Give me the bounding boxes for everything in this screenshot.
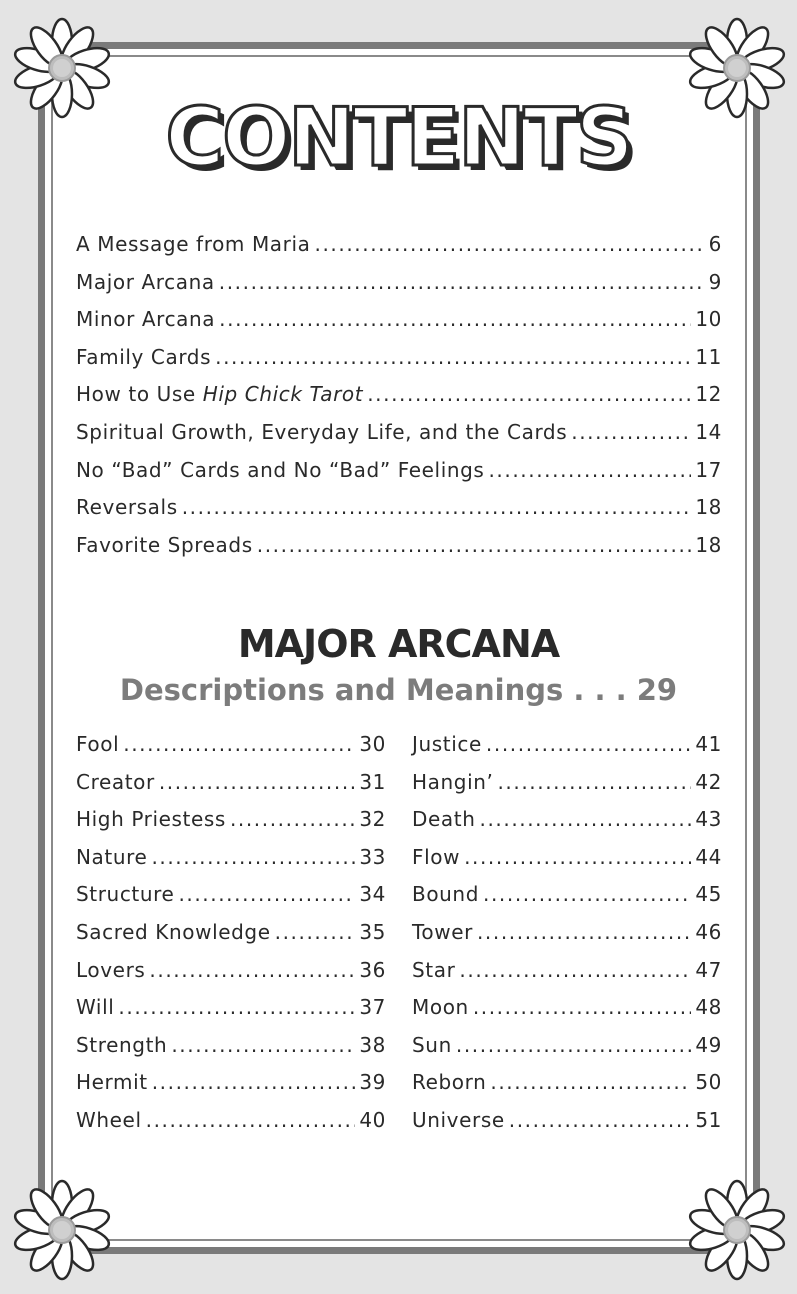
dot-leader [146,1108,356,1132]
card-entry-page: 35 [359,919,386,944]
card-entry-page: 31 [359,769,386,794]
card-entry-page: 33 [359,844,386,869]
dot-leader [149,958,355,982]
card-entry-label: Death [412,807,476,832]
card-entry-page: 32 [359,807,386,832]
toc-entry[interactable] [76,345,722,383]
toc-entry[interactable] [76,307,722,345]
dot-leader [215,345,691,369]
dot-leader [483,882,691,906]
dot-leader [178,882,355,906]
toc-entry-page: 6 [708,232,722,256]
dot-leader [151,845,355,869]
card-entry-page: 30 [359,732,386,756]
card-entry-label: Flow [412,844,461,869]
major-arcana-list-right [412,732,722,1146]
card-entry-label: Moon [412,995,469,1020]
toc-entry-page: 9 [708,269,722,294]
card-entry-label: Hangin’ [412,769,494,794]
card-entry-page: 45 [695,882,722,907]
toc-entry-page: 14 [695,419,722,444]
card-entry-label: Sun [412,1032,452,1057]
card-entry[interactable] [76,1108,386,1146]
dot-leader [182,495,692,519]
dot-leader [315,232,705,256]
toc-entry-page: 17 [695,457,722,482]
dot-leader [118,995,355,1019]
dot-leader [486,732,691,756]
card-entry-page: 46 [695,919,722,944]
book-title-italic: Hip Chick Tarot [202,382,364,407]
card-entry-label: Lovers [76,957,146,982]
card-entry[interactable] [412,1108,722,1146]
dot-leader [473,995,692,1019]
card-entry[interactable] [412,770,722,808]
dot-leader [152,1070,356,1094]
dot-leader [159,770,356,794]
dot-leader [219,270,705,294]
toc-entry-label: Reversals [76,495,178,520]
contents-list [76,232,722,570]
toc-entry[interactable] [76,533,722,571]
toc-entry-label: Minor Arcana [76,307,216,332]
section-subtitle: Descriptions and Meanings . . . 29 [119,673,678,707]
card-entry-page: 47 [695,957,722,982]
dot-leader [477,920,691,944]
card-entry[interactable] [412,958,722,996]
dot-leader [509,1108,692,1132]
major-arcana-list-left [76,732,386,1146]
card-entry-label: Bound [412,882,480,907]
daisy-flower-icon [8,1176,116,1284]
toc-entry-label-prefix: How to Use [76,382,203,407]
daisy-flower-icon [683,1176,791,1284]
toc-entry-page: 10 [695,307,722,332]
card-entry-page: 34 [359,882,386,907]
card-entry-page: 39 [359,1070,386,1095]
dot-leader [257,533,692,557]
card-entry[interactable] [76,1070,386,1108]
card-entry-label: Universe [412,1107,505,1132]
card-entry[interactable] [412,920,722,958]
dot-leader [230,807,355,831]
card-entry-page: 37 [359,995,386,1020]
section-title: MAJOR ARCANA [237,622,560,666]
card-entry[interactable] [76,920,386,958]
dot-leader [571,420,691,444]
card-entry[interactable] [76,845,386,883]
dot-leader [123,732,355,756]
dot-leader [464,845,691,869]
card-entry-label: Sacred Knowledge [76,919,271,944]
card-entry-label: Nature [76,844,148,869]
toc-entry[interactable] [76,382,722,420]
card-entry-page: 42 [695,769,722,794]
card-entry[interactable] [412,732,722,770]
card-entry-label: Justice [412,732,482,756]
card-entry-label: Hermit [76,1070,148,1095]
toc-entry-label: Favorite Spreads [76,532,253,557]
toc-entry-label: No “Bad” Cards and No “Bad” Feelings [76,457,485,482]
card-entry-label: Creator [76,769,155,794]
dot-leader [488,458,691,482]
dot-leader [459,958,691,982]
card-entry[interactable] [76,882,386,920]
card-entry-label: Reborn [412,1070,487,1095]
card-entry-label: Wheel [76,1107,142,1132]
card-entry-page: 43 [695,807,722,832]
card-entry[interactable] [412,1033,722,1071]
card-entry[interactable] [412,995,722,1033]
toc-entry-label: Major Arcana [76,269,215,294]
card-entry[interactable] [412,845,722,883]
card-entry-label: Tower [412,919,473,944]
toc-entry-label: A Message from Maria [76,232,311,256]
toc-entry-page: 11 [695,344,722,369]
card-entry-page: 50 [695,1070,722,1095]
dot-leader [171,1033,355,1057]
card-entry-page: 44 [695,844,722,869]
toc-entry-page: 18 [695,532,722,557]
dot-leader [490,1070,691,1094]
page-title: CONTENTS [165,91,632,184]
card-entry-page: 51 [695,1107,722,1132]
card-entry-page: 48 [695,995,722,1020]
card-entry[interactable] [76,958,386,996]
card-entry-label: High Priestess [76,807,226,832]
card-entry-page: 41 [695,732,722,756]
card-entry[interactable] [76,770,386,808]
toc-entry[interactable] [76,270,722,308]
card-entry-label: Fool [76,732,120,756]
toc-entry-page: 18 [695,495,722,520]
card-entry-page: 49 [695,1032,722,1057]
card-entry-label: Structure [76,882,175,907]
toc-entry[interactable] [76,420,722,458]
card-entry[interactable] [76,732,386,770]
card-entry-page: 40 [359,1107,386,1132]
dot-leader [497,770,691,794]
toc-entry-page: 12 [695,382,722,407]
toc-entry-label [76,382,363,406]
card-entry-page: 36 [359,957,386,982]
card-entry-label: Strength [76,1032,168,1057]
card-entry[interactable] [76,807,386,845]
card-entry-label: Star [412,957,456,982]
toc-entry-label: Spiritual Growth, Everyday Life, and the Cards [76,419,568,444]
card-entry-label: Will [76,995,115,1020]
toc-entry[interactable] [76,495,722,533]
card-entry-page: 38 [359,1032,386,1057]
toc-entry[interactable] [76,458,722,496]
card-entry[interactable] [412,1070,722,1108]
dot-leader [275,920,356,944]
dot-leader [367,382,691,406]
toc-entry-label: Family Cards [76,344,212,369]
card-entry[interactable] [76,995,386,1033]
card-entry[interactable] [412,882,722,920]
dot-leader [479,807,691,831]
dot-leader [456,1033,691,1057]
card-entry[interactable] [76,1033,386,1071]
dot-leader [219,307,691,331]
toc-entry[interactable] [76,232,722,270]
card-entry[interactable] [412,807,722,845]
